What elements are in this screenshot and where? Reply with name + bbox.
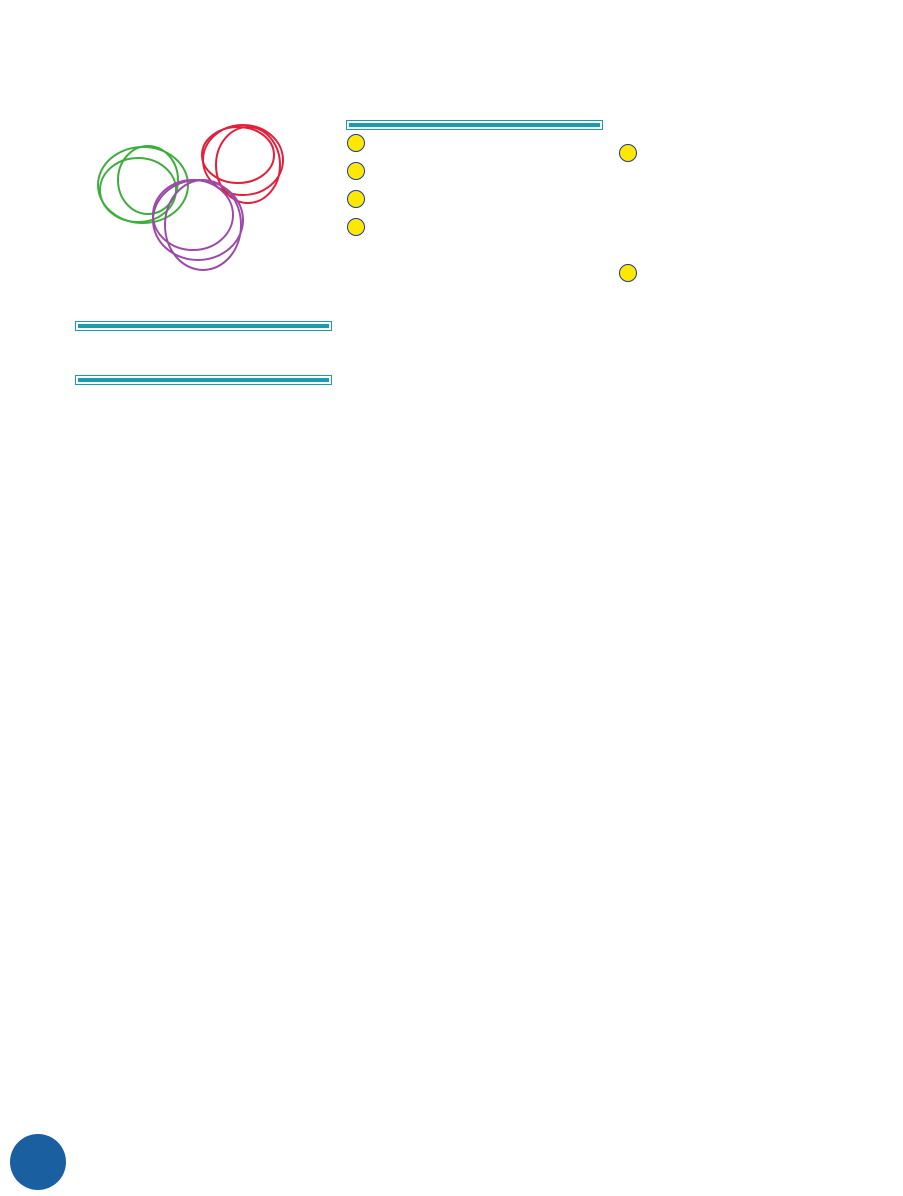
region-map xyxy=(78,120,328,290)
event-entry xyxy=(347,218,602,241)
g-badge-icon xyxy=(347,134,365,152)
event-entry xyxy=(619,126,874,167)
page-number xyxy=(10,1134,66,1190)
g-badge-icon xyxy=(347,162,365,180)
column-3 xyxy=(619,121,874,292)
event-entry xyxy=(76,334,331,370)
event-entry xyxy=(76,298,331,316)
event-entry xyxy=(347,134,602,157)
date-band xyxy=(347,121,602,129)
decorative-border-bottom xyxy=(0,1136,903,1196)
g-badge-icon xyxy=(619,264,637,282)
event-entry xyxy=(347,162,602,185)
date-band xyxy=(76,322,331,330)
column-1 xyxy=(76,293,331,389)
event-entry xyxy=(619,195,874,231)
event-entry xyxy=(619,172,874,190)
g-badge-icon xyxy=(347,218,365,236)
column-2 xyxy=(347,121,602,246)
decorative-border-left xyxy=(0,60,70,1120)
event-entry xyxy=(619,264,874,287)
event-entry xyxy=(347,190,602,213)
g-badge-icon xyxy=(619,144,637,162)
date-band xyxy=(76,376,331,384)
g-badge-icon xyxy=(347,190,365,208)
event-entry xyxy=(619,236,874,259)
decorative-border-top xyxy=(0,0,903,60)
